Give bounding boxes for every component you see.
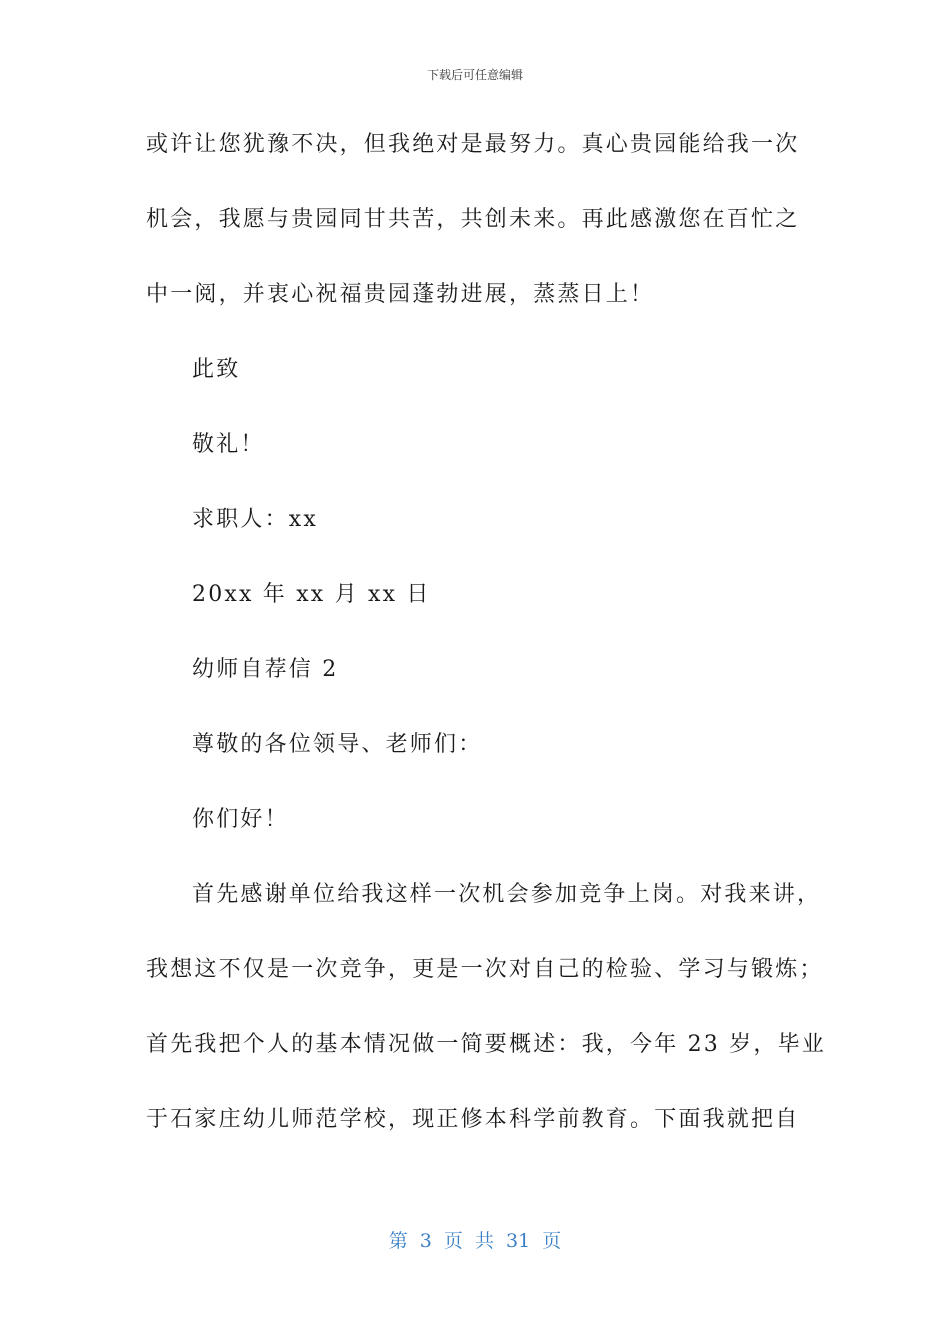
page-header: 下载后可任意编辑 [426,68,523,82]
closing-regards: 敬礼！ [192,432,265,457]
section-title: 幼师自荐信 2 [192,657,339,682]
body-line-12: 我想这不仅是一次竞争，更是一次对自己的检验、学习与锻炼； [146,957,824,982]
page-number: 第 3 页 共 31 页 [388,1230,562,1252]
body-line-1: 或许让您犹豫不决，但我绝对是最努力。真心贵园能给我一次 [146,132,800,157]
letter-date: 20xx 年 xx 月 xx 日 [192,582,431,607]
body-line-2: 机会，我愿与贵园同甘共苦，共创未来。再此感激您在百忙之 [146,207,800,232]
body-line-11: 首先感谢单位给我这样一次机会参加竞争上岗。对我来讲， [192,882,822,907]
body-line-13: 首先我把个人的基本情况做一简要概述：我，今年 23 岁，毕业 [146,1032,826,1057]
body-line-14: 于石家庄幼儿师范学校，现正修本科学前教育。下面我就把自 [146,1107,800,1132]
greeting-hello: 你们好！ [192,807,289,832]
body-line-3: 中一阅，并衷心祝福贵园蓬勃进展，蒸蒸日上！ [146,282,655,307]
applicant-signature: 求职人：xx [192,507,319,532]
closing-salutation: 此致 [192,357,241,382]
greeting-recipients: 尊敬的各位领导、老师们： [192,732,483,757]
